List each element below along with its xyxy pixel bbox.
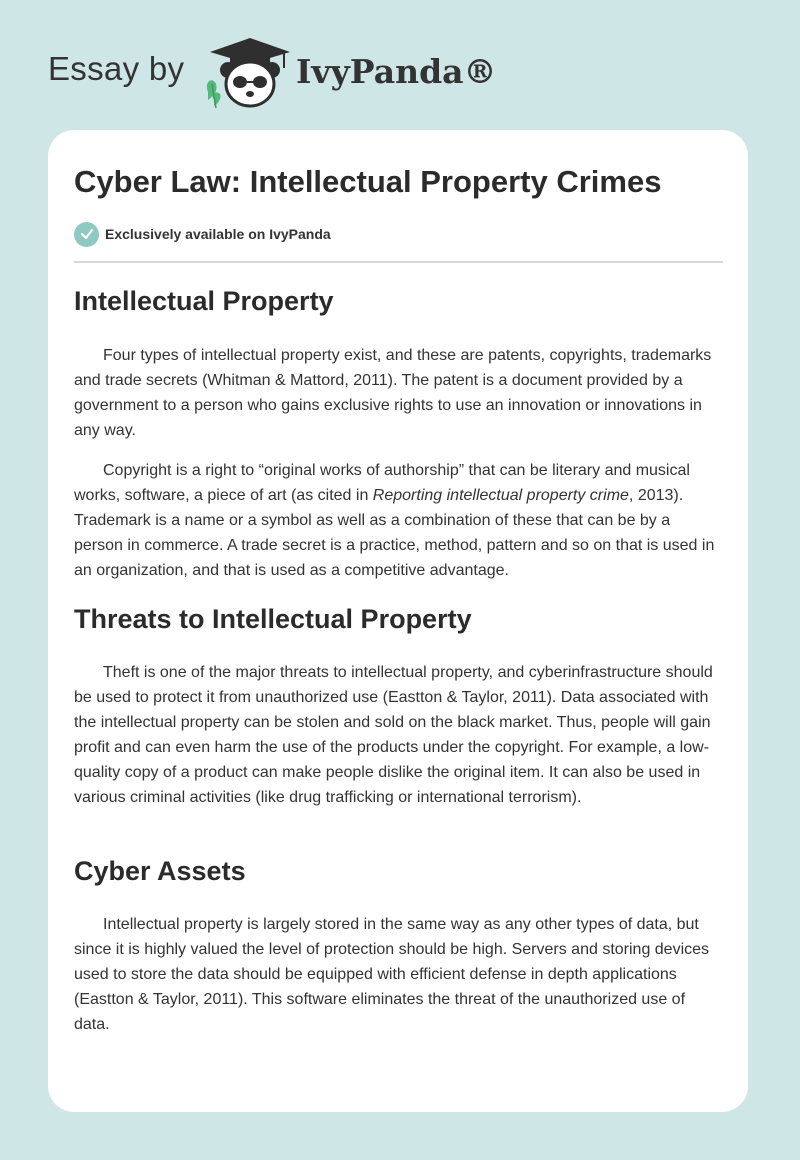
- check-icon: [74, 222, 99, 247]
- paragraph: [74, 458, 723, 583]
- site-header: [0, 0, 800, 130]
- paragraph-text: Copyright is a right to “original works of authorship” that can be literary and musical works, software, a piece of art (as cited in: [74, 462, 690, 504]
- brand-name: IvyPanda®: [296, 52, 497, 91]
- essay-by-label: Essay by: [48, 50, 185, 87]
- paragraph: Theft is one of the major threats to intellectual property, and cyberinfrastructure should be used to protect it from unauthorized use (Eastton & Taylor, 2011). Data associated with the intellectual property can be stolen and sold on the black market. Thus, people will gain profit and can even harm the use of the products under the copyright. For example, a low-quality copy of a product can make people dislike the original item. It can also be used in various criminal activities (like drug trafficking or international terrorism).: [74, 664, 713, 806]
- section-heading: Cyber Assets: [74, 856, 246, 886]
- panda-graduate-icon: [200, 34, 292, 110]
- page-title: Cyber Law: Intellectual Property Crimes: [74, 164, 662, 199]
- paragraph-text: , 2013). Trademark is a name or a symbol as well as a combination of these that can be by a person in commerce. A trade secret is a practice, method, pattern and so on that is used in an organization, and that is used as a competitive advantage.: [74, 487, 715, 579]
- paragraph: Intellectual property is largely stored in the same way as any other types of data, but since it is highly valued the level of protection should be high. Servers and storing devices used to store the data should be equipped with efficient defense in depth applications (Eastton & Taylor, 2011). This software eliminates the threat of the unauthorized use of data.: [74, 916, 710, 1033]
- paragraph: Four types of intellectual property exist, and these are patents, copyrights, trademarks and trade secrets (Whitman & Mattord, 2011). The patent is a document provided by a government to a person who gains exclusive rights to use an innovation or innovations in any way.: [74, 347, 712, 439]
- essay-card: [48, 130, 748, 1112]
- section-heading: Threats to Intellectual Property: [74, 604, 472, 634]
- section-heading: Intellectual Property: [74, 286, 334, 316]
- cited-title: Reporting intellectual property crime: [372, 487, 629, 504]
- exclusive-badge: [74, 221, 331, 247]
- exclusive-badge-label: Exclusively available on IvyPanda: [105, 226, 331, 242]
- title-divider: [74, 261, 723, 263]
